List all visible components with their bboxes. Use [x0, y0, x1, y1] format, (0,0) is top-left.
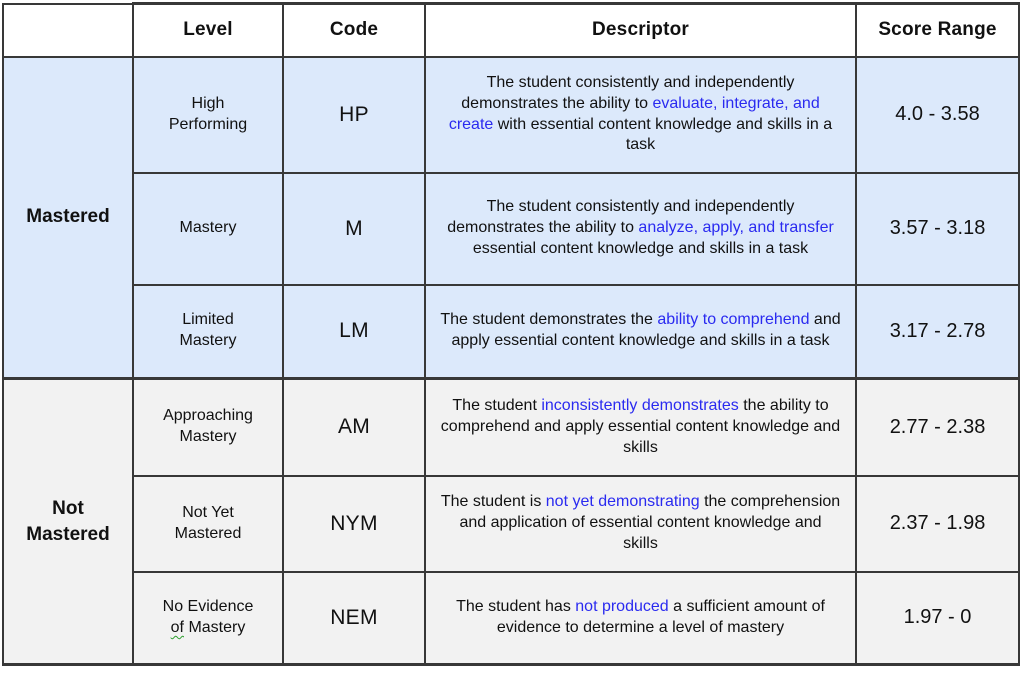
group-cell-mastered: [3, 57, 133, 379]
text-segment: Mastery: [179, 428, 237, 446]
table-row-approaching-mastery: [3, 379, 1019, 476]
text-segment: a sufficient amount of evidence to determine a level of mastery: [496, 597, 825, 636]
text-segment: with essential content knowledge and skills in a task: [493, 115, 833, 154]
highlighted-text: not produced: [575, 597, 669, 615]
highlighted-text: inconsistently demonstrates: [541, 397, 739, 415]
table-row-limited-mastery: [3, 285, 1019, 379]
descriptor-cell: [425, 285, 856, 379]
text-segment: The student is: [440, 493, 546, 511]
text-segment: Mastery: [184, 618, 246, 636]
corner-spacer: [3, 4, 133, 57]
table-row-no-evidence-of-mastery: [3, 572, 1019, 665]
header-cell-code: Code: [283, 4, 425, 57]
table-row-not-yet-mastered: [3, 476, 1019, 572]
text-segment: essential content knowledge and skills in a task: [472, 239, 809, 257]
score-range-cell: 1.97 - 0: [856, 572, 1019, 665]
code-cell: NYM: [283, 476, 425, 572]
text-segment: Mastered: [26, 523, 110, 545]
text-segment: and apply essential content knowledge and skills in a task: [451, 311, 841, 350]
code-cell: AM: [283, 379, 425, 476]
highlighted-text: analyze, apply, and transfer: [638, 219, 834, 237]
text-segment: Performing: [168, 115, 248, 133]
text-segment: The student consistently and independently demonstrates the ability to: [447, 198, 795, 237]
text-segment: Limited: [182, 311, 234, 329]
text-segment: Mastered: [174, 524, 242, 542]
descriptor-cell: [425, 57, 856, 173]
code-cell: LM: [283, 285, 425, 379]
text-segment: Mastery: [179, 332, 237, 350]
table-row-mastery: [3, 173, 1019, 285]
text-segment: Mastery: [179, 219, 237, 237]
score-range-cell: 2.77 - 2.38: [856, 379, 1019, 476]
text-segment: No Evidence: [162, 597, 254, 615]
table-row-high-performing: [3, 57, 1019, 173]
group-cell-not-mastered: [3, 379, 133, 665]
code-cell: NEM: [283, 572, 425, 665]
text-segment: The student: [452, 397, 542, 415]
descriptor-cell: [425, 476, 856, 572]
text-segment: High: [191, 94, 225, 112]
highlighted-text: not yet demonstrating: [545, 493, 700, 511]
text-segment: the comprehension and application of essential content knowledge and skills: [459, 493, 841, 552]
mastery-levels-table: [2, 2, 1020, 666]
header-cell-level: Level: [133, 4, 283, 57]
header-row: [3, 4, 1019, 57]
text-segment: Not: [52, 497, 84, 519]
level-cell: [133, 379, 283, 476]
descriptor-cell: [425, 379, 856, 476]
text-segment: The student consistently and independently demonstrates the ability to: [461, 73, 795, 112]
score-range-cell: 4.0 - 3.58: [856, 57, 1019, 173]
highlighted-text: evaluate, integrate, and create: [448, 94, 820, 133]
highlighted-text: ability to comprehend: [657, 311, 810, 329]
header-cell-descriptor: Descriptor: [425, 4, 856, 57]
text-segment: The student has: [456, 597, 576, 615]
descriptor-cell: [425, 572, 856, 665]
text-segment: Not Yet: [182, 503, 234, 521]
text-segment: Mastered: [26, 206, 110, 228]
text-segment: Approaching: [163, 407, 253, 425]
score-range-cell: 3.17 - 2.78: [856, 285, 1019, 379]
level-cell: [133, 57, 283, 173]
level-cell: [133, 285, 283, 379]
score-range-cell: 2.37 - 1.98: [856, 476, 1019, 572]
level-cell: [133, 173, 283, 285]
code-cell: HP: [283, 57, 425, 173]
text-segment: The student demonstrates the: [440, 311, 658, 329]
header-cell-score-range: Score Range: [856, 4, 1019, 57]
descriptor-cell: [425, 173, 856, 285]
level-cell: [133, 572, 283, 665]
score-range-cell: 3.57 - 3.18: [856, 173, 1019, 285]
spellchecked-word: of: [170, 618, 184, 636]
code-cell: M: [283, 173, 425, 285]
level-cell: [133, 476, 283, 572]
text-segment: the ability to comprehend and apply essential content knowledge and skills: [440, 397, 841, 456]
